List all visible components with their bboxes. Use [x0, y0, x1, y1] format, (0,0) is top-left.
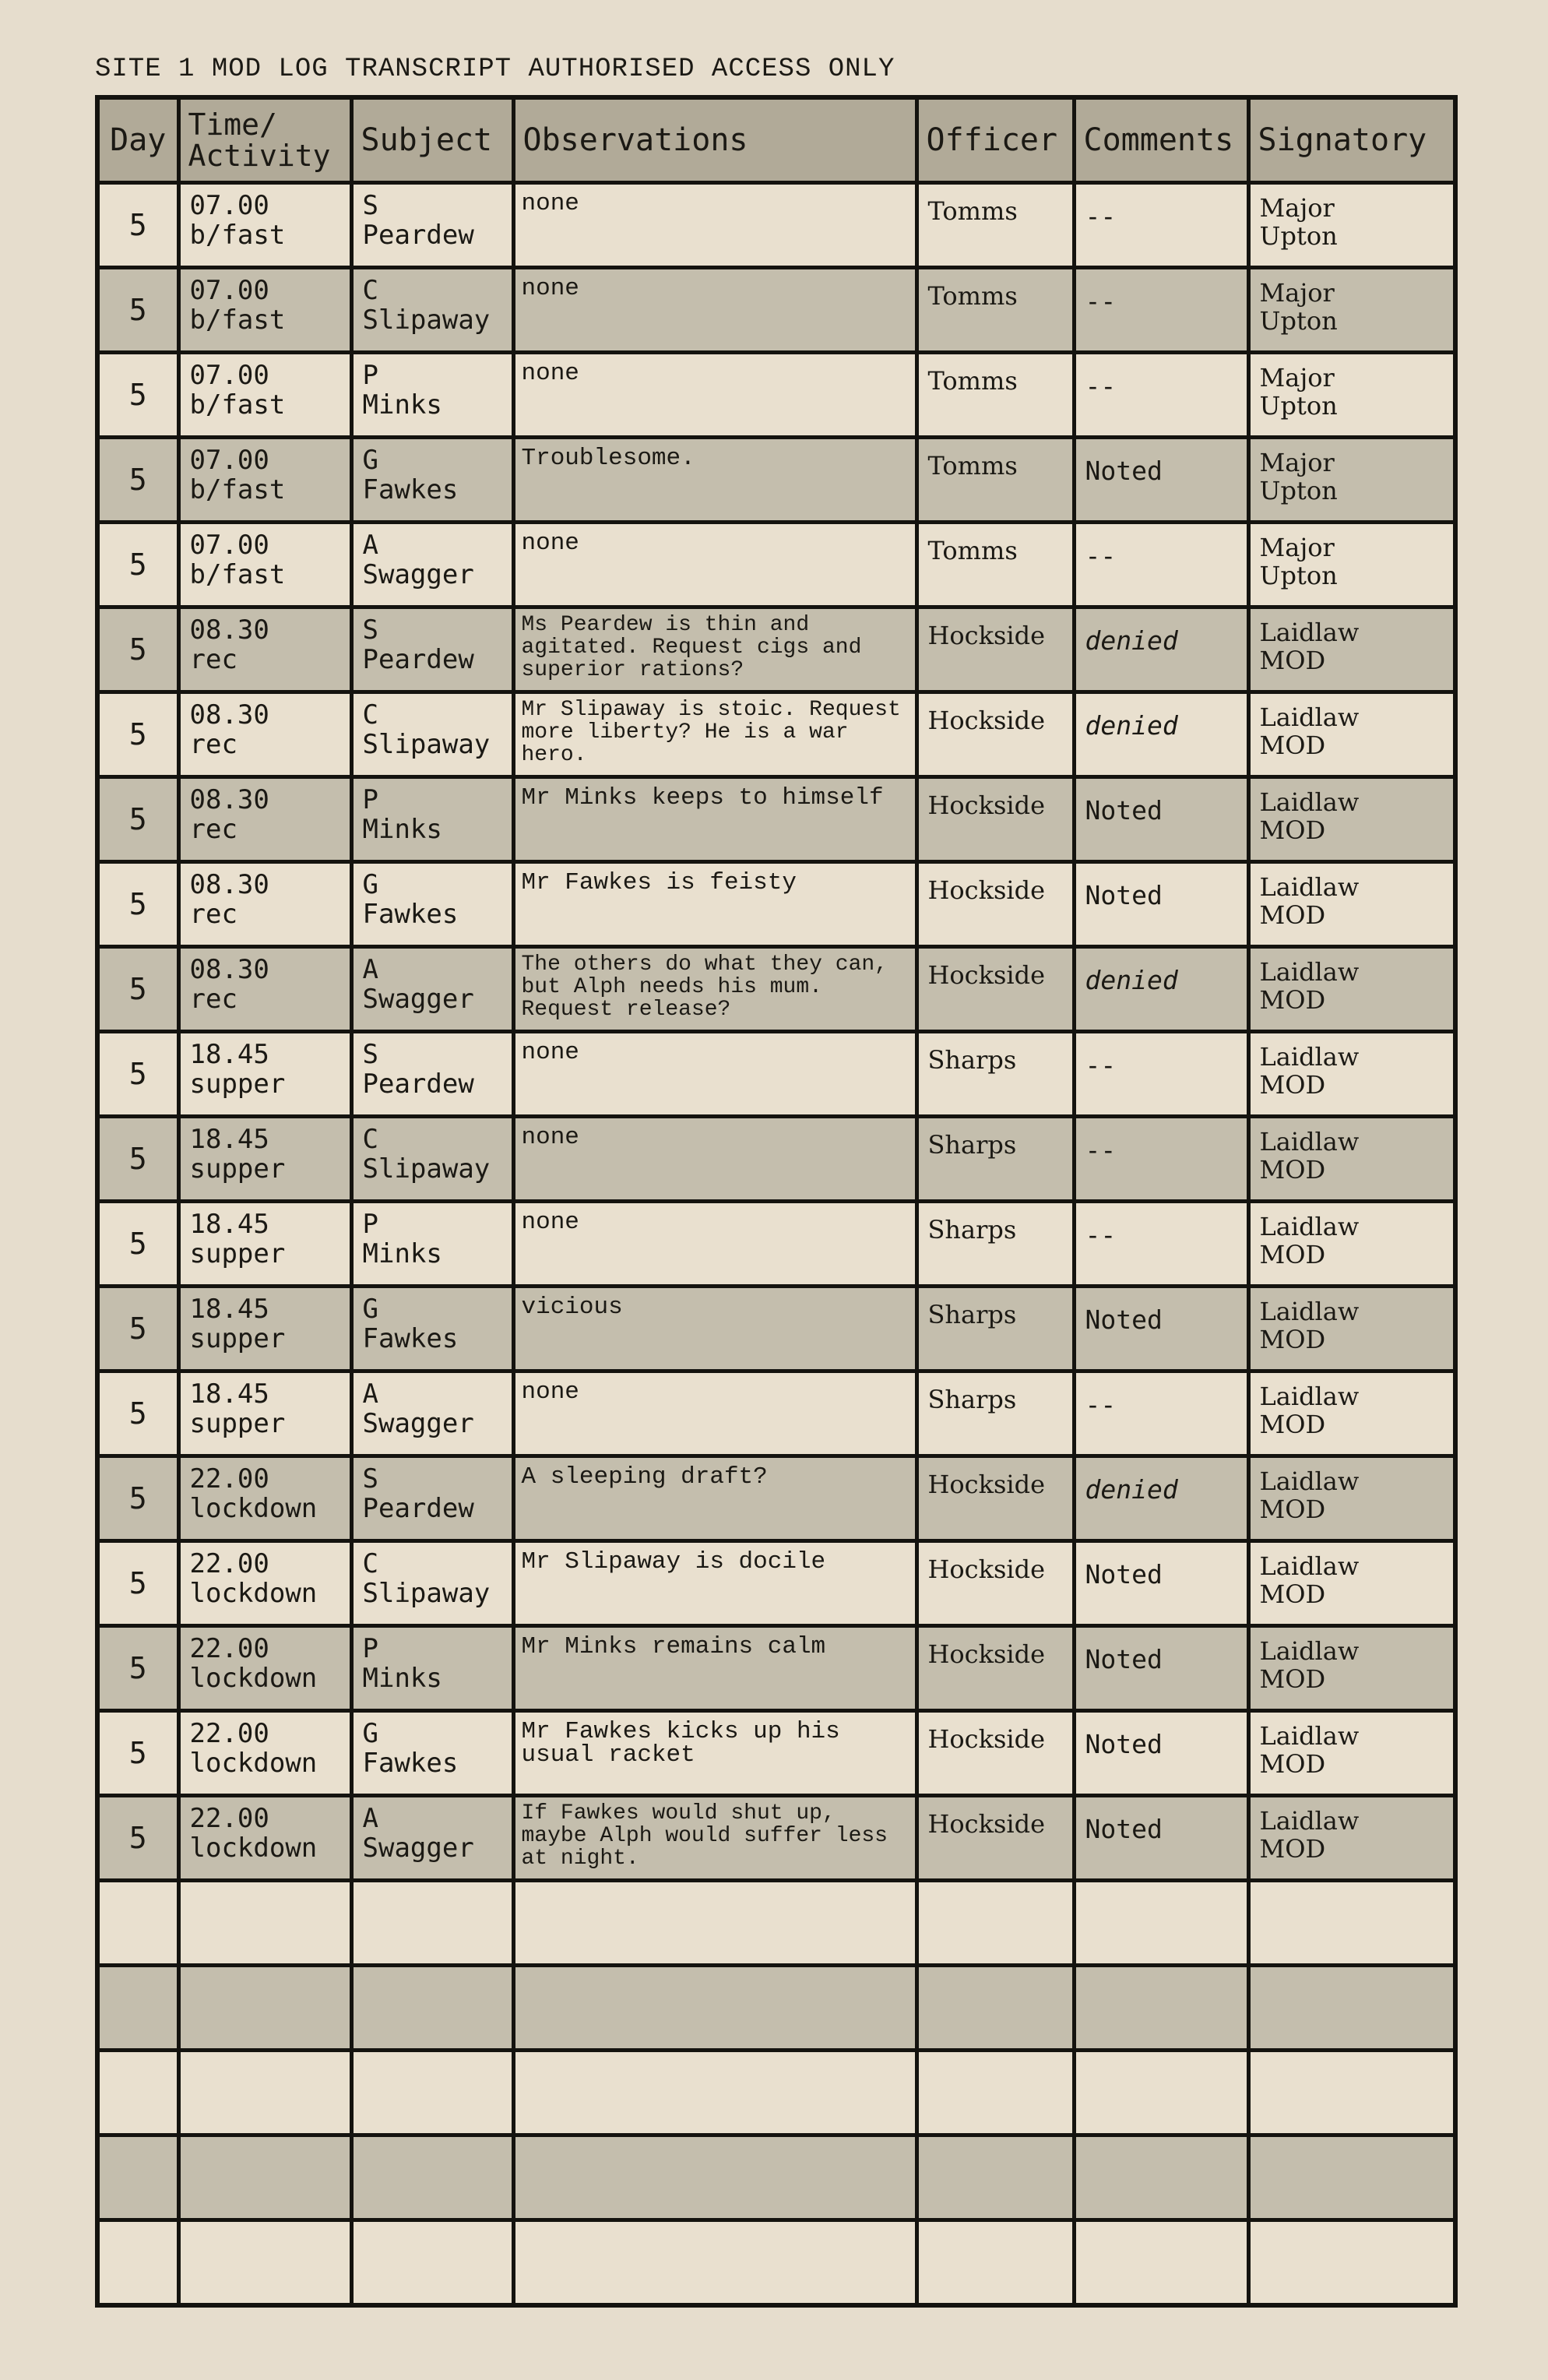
observation-cell — [513, 1881, 916, 1966]
signatory-cell: Laidlaw MOD — [1248, 1032, 1455, 1117]
mod-log-table — [95, 95, 1458, 2308]
table-row — [97, 1796, 1455, 1881]
subject-cell: S Peardew — [351, 1032, 513, 1117]
time-activity-cell: 18.45 supper — [178, 1371, 351, 1456]
subject-cell: C Slipaway — [351, 1117, 513, 1202]
officer-cell: Hockside — [916, 1626, 1074, 1711]
comment-cell: -- — [1074, 1371, 1248, 1456]
time-activity-cell: 08.30 rec — [178, 862, 351, 947]
signatory-cell: Major Upton — [1248, 183, 1455, 268]
comment-cell: -- — [1074, 268, 1248, 353]
day-cell — [97, 2135, 178, 2220]
officer-cell: Tomms — [916, 523, 1074, 607]
comment-cell: Noted — [1074, 1541, 1248, 1626]
day-cell: 5 — [97, 1202, 178, 1287]
observation-cell: vicious — [513, 1287, 916, 1371]
subject-cell: A Swagger — [351, 523, 513, 607]
table-row — [97, 1711, 1455, 1796]
officer-cell: Hockside — [916, 692, 1074, 777]
officer-cell: Hockside — [916, 947, 1074, 1032]
comment-cell — [1074, 2051, 1248, 2135]
signatory-cell: Laidlaw MOD — [1248, 1456, 1455, 1541]
table-row — [97, 268, 1455, 353]
officer-cell — [916, 2051, 1074, 2135]
subject-cell — [351, 2135, 513, 2220]
subject-cell — [351, 2051, 513, 2135]
time-activity-cell: 07.00 b/fast — [178, 438, 351, 523]
observation-cell: none — [513, 1202, 916, 1287]
comment-cell: denied — [1074, 947, 1248, 1032]
day-cell: 5 — [97, 523, 178, 607]
subject-cell: G Fawkes — [351, 862, 513, 947]
header-time-activity: Time/ Activity — [178, 97, 351, 183]
day-cell: 5 — [97, 1796, 178, 1881]
observation-cell: none — [513, 523, 916, 607]
observation-cell — [513, 1966, 916, 2051]
comment-cell: Noted — [1074, 862, 1248, 947]
comment-cell: Noted — [1074, 1287, 1248, 1371]
day-cell: 5 — [97, 1117, 178, 1202]
comment-cell: -- — [1074, 183, 1248, 268]
officer-cell: Tomms — [916, 268, 1074, 353]
observation-cell: Ms Peardew is thin and agitated. Request cigs and superior rations? — [513, 607, 916, 692]
table-row — [97, 523, 1455, 607]
table-row — [97, 1032, 1455, 1117]
signatory-cell: Laidlaw MOD — [1248, 1711, 1455, 1796]
signatory-cell — [1248, 1966, 1455, 2051]
time-activity-cell: 07.00 b/fast — [178, 353, 351, 438]
officer-cell: Hockside — [916, 862, 1074, 947]
comment-cell — [1074, 1966, 1248, 2051]
officer-cell — [916, 1966, 1074, 2051]
table-row — [97, 862, 1455, 947]
comment-cell — [1074, 2135, 1248, 2220]
comment-cell: denied — [1074, 1456, 1248, 1541]
observation-cell: If Fawkes would shut up, maybe Alph would suffer less at night. — [513, 1796, 916, 1881]
time-activity-cell: 08.30 rec — [178, 947, 351, 1032]
comment-cell: Noted — [1074, 777, 1248, 862]
header-officer: Officer — [916, 97, 1074, 183]
comment-cell: Noted — [1074, 1711, 1248, 1796]
day-cell: 5 — [97, 268, 178, 353]
officer-cell: Tomms — [916, 183, 1074, 268]
subject-cell: G Fawkes — [351, 1711, 513, 1796]
subject-cell: G Fawkes — [351, 438, 513, 523]
officer-cell — [916, 2135, 1074, 2220]
time-activity-cell: 18.45 supper — [178, 1117, 351, 1202]
signatory-cell: Major Upton — [1248, 438, 1455, 523]
signatory-cell: Laidlaw MOD — [1248, 1796, 1455, 1881]
officer-cell: Hockside — [916, 777, 1074, 862]
signatory-cell: Laidlaw MOD — [1248, 1541, 1455, 1626]
subject-cell — [351, 1966, 513, 2051]
comment-cell: Noted — [1074, 438, 1248, 523]
day-cell: 5 — [97, 1371, 178, 1456]
subject-cell: S Peardew — [351, 607, 513, 692]
table-row — [97, 1456, 1455, 1541]
subject-cell: P Minks — [351, 353, 513, 438]
day-cell: 5 — [97, 692, 178, 777]
signatory-cell: Laidlaw MOD — [1248, 1202, 1455, 1287]
observation-cell: none — [513, 183, 916, 268]
day-cell: 5 — [97, 777, 178, 862]
subject-cell: C Slipaway — [351, 268, 513, 353]
day-cell: 5 — [97, 353, 178, 438]
header-subject: Subject — [351, 97, 513, 183]
officer-cell: Sharps — [916, 1032, 1074, 1117]
day-cell: 5 — [97, 862, 178, 947]
time-activity-cell: 18.45 supper — [178, 1032, 351, 1117]
day-cell: 5 — [97, 1541, 178, 1626]
observation-cell: Troublesome. — [513, 438, 916, 523]
signatory-cell: Laidlaw MOD — [1248, 692, 1455, 777]
time-activity-cell: 22.00 lockdown — [178, 1541, 351, 1626]
time-activity-cell: 07.00 b/fast — [178, 268, 351, 353]
officer-cell — [916, 1881, 1074, 1966]
officer-cell: Sharps — [916, 1287, 1074, 1371]
signatory-cell: Laidlaw MOD — [1248, 607, 1455, 692]
comment-cell: -- — [1074, 353, 1248, 438]
observation-cell: Mr Minks remains calm — [513, 1626, 916, 1711]
officer-cell: Hockside — [916, 1796, 1074, 1881]
time-activity-cell: 07.00 b/fast — [178, 183, 351, 268]
time-activity-cell — [178, 1881, 351, 1966]
observation-cell: none — [513, 268, 916, 353]
observation-cell: The others do what they can, but Alph needs his mum. Request release? — [513, 947, 916, 1032]
day-cell: 5 — [97, 607, 178, 692]
day-cell: 5 — [97, 1032, 178, 1117]
table-row — [97, 947, 1455, 1032]
day-cell: 5 — [97, 1456, 178, 1541]
observation-cell: Mr Slipaway is docile — [513, 1541, 916, 1626]
signatory-cell: Laidlaw MOD — [1248, 947, 1455, 1032]
comment-cell: -- — [1074, 1202, 1248, 1287]
day-cell: 5 — [97, 1711, 178, 1796]
signatory-cell: Laidlaw MOD — [1248, 1371, 1455, 1456]
officer-cell: Sharps — [916, 1202, 1074, 1287]
subject-cell: P Minks — [351, 777, 513, 862]
table-row — [97, 353, 1455, 438]
signatory-cell — [1248, 2135, 1455, 2220]
table-row — [97, 438, 1455, 523]
table-row — [97, 1966, 1455, 2051]
subject-cell: C Slipaway — [351, 1541, 513, 1626]
observation-cell: A sleeping draft? — [513, 1456, 916, 1541]
header-row — [97, 97, 1455, 183]
observation-cell: none — [513, 353, 916, 438]
time-activity-cell: 22.00 lockdown — [178, 1711, 351, 1796]
subject-cell: P Minks — [351, 1202, 513, 1287]
observation-cell — [513, 2220, 916, 2305]
observation-cell: Mr Minks keeps to himself — [513, 777, 916, 862]
time-activity-cell — [178, 2051, 351, 2135]
comment-cell — [1074, 2220, 1248, 2305]
time-activity-cell: 08.30 rec — [178, 692, 351, 777]
comment-cell: -- — [1074, 523, 1248, 607]
subject-cell: S Peardew — [351, 183, 513, 268]
signatory-cell: Major Upton — [1248, 268, 1455, 353]
comment-cell: -- — [1074, 1117, 1248, 1202]
comment-cell — [1074, 1881, 1248, 1966]
time-activity-cell — [178, 2135, 351, 2220]
table-row — [97, 692, 1455, 777]
time-activity-cell — [178, 2220, 351, 2305]
signatory-cell: Laidlaw MOD — [1248, 1626, 1455, 1711]
comment-cell: denied — [1074, 692, 1248, 777]
table-row — [97, 2220, 1455, 2305]
observation-cell: none — [513, 1117, 916, 1202]
subject-cell: S Peardew — [351, 1456, 513, 1541]
observation-cell — [513, 2135, 916, 2220]
table-row — [97, 1881, 1455, 1966]
table-row — [97, 183, 1455, 268]
time-activity-cell — [178, 1966, 351, 2051]
day-cell — [97, 1966, 178, 2051]
signatory-cell — [1248, 2220, 1455, 2305]
signatory-cell: Laidlaw MOD — [1248, 1117, 1455, 1202]
time-activity-cell: 07.00 b/fast — [178, 523, 351, 607]
officer-cell: Hockside — [916, 1456, 1074, 1541]
officer-cell: Sharps — [916, 1117, 1074, 1202]
time-activity-cell: 18.45 supper — [178, 1202, 351, 1287]
header-signatory: Signatory — [1248, 97, 1455, 183]
officer-cell: Hockside — [916, 607, 1074, 692]
time-activity-cell: 22.00 lockdown — [178, 1456, 351, 1541]
subject-cell — [351, 1881, 513, 1966]
subject-cell: A Swagger — [351, 1796, 513, 1881]
header-observations: Observations — [513, 97, 916, 183]
signatory-cell — [1248, 1881, 1455, 1966]
table-row — [97, 1117, 1455, 1202]
time-activity-cell: 22.00 lockdown — [178, 1626, 351, 1711]
comment-cell: Noted — [1074, 1626, 1248, 1711]
table-row — [97, 2135, 1455, 2220]
day-cell: 5 — [97, 1287, 178, 1371]
table-row — [97, 777, 1455, 862]
subject-cell: G Fawkes — [351, 1287, 513, 1371]
subject-cell — [351, 2220, 513, 2305]
day-cell: 5 — [97, 183, 178, 268]
signatory-cell: Major Upton — [1248, 353, 1455, 438]
time-activity-cell: 18.45 supper — [178, 1287, 351, 1371]
signatory-cell: Major Upton — [1248, 523, 1455, 607]
officer-cell — [916, 2220, 1074, 2305]
observation-cell — [513, 2051, 916, 2135]
page-title: SITE 1 MOD LOG TRANSCRIPT AUTHORISED ACCESS ONLY — [95, 55, 895, 84]
day-cell — [97, 2220, 178, 2305]
table-row — [97, 1371, 1455, 1456]
log-body — [97, 183, 1455, 2305]
subject-cell: A Swagger — [351, 947, 513, 1032]
observation-cell: Mr Slipaway is stoic. Request more liberty? He is a war hero. — [513, 692, 916, 777]
signatory-cell: Laidlaw MOD — [1248, 777, 1455, 862]
day-cell: 5 — [97, 438, 178, 523]
time-activity-cell: 08.30 rec — [178, 607, 351, 692]
observation-cell: Mr Fawkes kicks up his usual racket — [513, 1711, 916, 1796]
subject-cell: P Minks — [351, 1626, 513, 1711]
subject-cell: C Slipaway — [351, 692, 513, 777]
table-row — [97, 607, 1455, 692]
header-comments: Comments — [1074, 97, 1248, 183]
comment-cell: Noted — [1074, 1796, 1248, 1881]
day-cell — [97, 1881, 178, 1966]
officer-cell: Sharps — [916, 1371, 1074, 1456]
observation-cell: Mr Fawkes is feisty — [513, 862, 916, 947]
subject-cell: A Swagger — [351, 1371, 513, 1456]
officer-cell: Hockside — [916, 1541, 1074, 1626]
table-row — [97, 1287, 1455, 1371]
day-cell — [97, 2051, 178, 2135]
officer-cell: Hockside — [916, 1711, 1074, 1796]
time-activity-cell: 22.00 lockdown — [178, 1796, 351, 1881]
signatory-cell — [1248, 2051, 1455, 2135]
signatory-cell: Laidlaw MOD — [1248, 862, 1455, 947]
table-row — [97, 1202, 1455, 1287]
officer-cell: Tomms — [916, 438, 1074, 523]
day-cell: 5 — [97, 1626, 178, 1711]
table-row — [97, 2051, 1455, 2135]
header-day: Day — [97, 97, 178, 183]
table-row — [97, 1626, 1455, 1711]
table-row — [97, 1541, 1455, 1626]
comment-cell: denied — [1074, 607, 1248, 692]
observation-cell: none — [513, 1371, 916, 1456]
day-cell: 5 — [97, 947, 178, 1032]
time-activity-cell: 08.30 rec — [178, 777, 351, 862]
officer-cell: Tomms — [916, 353, 1074, 438]
signatory-cell: Laidlaw MOD — [1248, 1287, 1455, 1371]
comment-cell: -- — [1074, 1032, 1248, 1117]
observation-cell: none — [513, 1032, 916, 1117]
